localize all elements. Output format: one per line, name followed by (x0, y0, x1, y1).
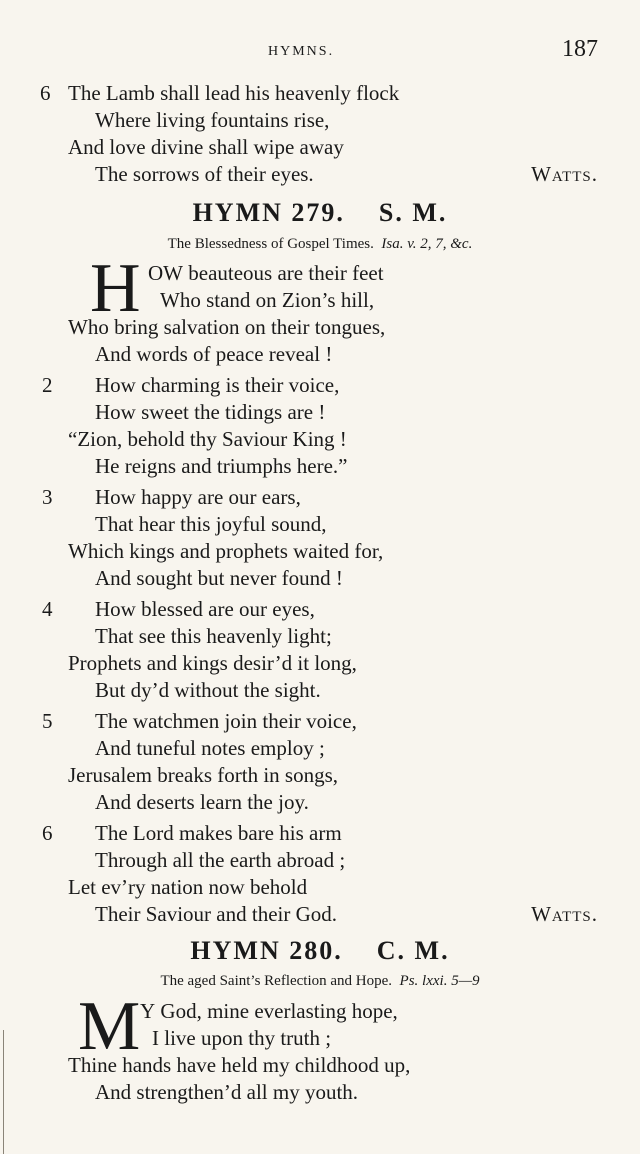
verse-line: He reigns and triumphs here.” (95, 454, 348, 478)
verse-line: The Lamb shall lead his heavenly flock (68, 81, 400, 105)
hymn-number: HYMN 279. (192, 198, 345, 227)
verse-line: Let ev’ry nation now behold (68, 875, 308, 899)
scripture-reference: Ps. lxxi. 5—9 (399, 973, 480, 989)
stanza-number: 6 (42, 821, 53, 845)
scripture-reference: Isa. v. 2, 7, &c. (381, 236, 473, 252)
stanza-number: 5 (42, 709, 53, 733)
verse-line: Through all the earth abroad ; (95, 848, 346, 872)
stanza-number: 2 (42, 373, 53, 397)
verse-line: Prophets and kings desir’d it long, (68, 651, 357, 675)
verse-line: And love divine shall wipe away (68, 135, 344, 159)
line-rest: beauteous are their feet (188, 261, 384, 285)
hymn-meter: C. M. (376, 936, 450, 965)
first-word-rest: OW (148, 261, 183, 285)
verse-line: Where living fountains rise, (95, 108, 330, 132)
verse-line: The watchmen join their voice, (95, 709, 357, 733)
verse-line: “Zion, behold thy Saviour King ! (68, 427, 347, 451)
verse-line: And tuneful notes employ ; (95, 736, 325, 760)
stanza-number: 6 (40, 81, 51, 105)
verse-line: And words of peace reveal ! (95, 342, 333, 366)
verse-line: The sorrows of their eyes. (95, 162, 314, 186)
verse-line: Who bring salvation on their tongues, (68, 315, 386, 339)
hymn-title (0, 936, 640, 966)
hymn-title (0, 198, 640, 228)
verse-line: And deserts learn the joy. (95, 790, 309, 814)
hymn-meter: S. M. (378, 198, 448, 227)
running-head: HYMNS. (268, 44, 335, 59)
verse-line: Jerusalem breaks forth in songs, (68, 763, 339, 787)
subtitle-text: The aged Saint’s Reflection and Hope. (160, 973, 393, 989)
stanza-number: 3 (42, 485, 53, 509)
verse-line: Which kings and prophets waited for, (68, 539, 384, 563)
attribution: Watts. (531, 162, 598, 186)
verse-line: Who stand on Zion’s hill, (160, 288, 375, 312)
verse-line: And strengthen’d all my youth. (95, 1080, 359, 1104)
verse-line: How charming is their voice, (95, 373, 340, 397)
page-edge-rule (3, 1030, 4, 1154)
page-number: 187 (562, 36, 598, 62)
verse-line: How happy are our ears, (95, 485, 301, 509)
verse-line: That hear this joyful sound, (95, 512, 327, 536)
verse-line: That see this heavenly light; (95, 624, 332, 648)
verse-line: I live upon thy truth ; (152, 1026, 332, 1050)
verse-line: How sweet the tidings are ! (95, 400, 326, 424)
subtitle-text: The Blessedness of Gospel Times. (167, 236, 374, 252)
line-rest: God, mine everlasting hope, (160, 999, 398, 1023)
verse-line (148, 260, 384, 286)
verse-line: Their Saviour and their God. (95, 902, 338, 926)
verse-line: The Lord makes bare his arm (95, 821, 342, 845)
hymn-number: HYMN 280. (190, 936, 343, 965)
attribution: Watts. (531, 902, 598, 926)
drop-cap: M (78, 988, 141, 1065)
first-word-rest: Y (140, 999, 156, 1023)
verse-line: But dy’d without the sight. (95, 678, 321, 702)
verse-line: Thine hands have held my childhood up, (68, 1053, 411, 1077)
stanza-number: 4 (42, 597, 53, 621)
verse-line: How blessed are our eyes, (95, 597, 315, 621)
drop-cap: H (90, 250, 141, 327)
verse-line (140, 998, 398, 1024)
page-header (0, 38, 640, 68)
verse-line: And sought but never found ! (95, 566, 343, 590)
